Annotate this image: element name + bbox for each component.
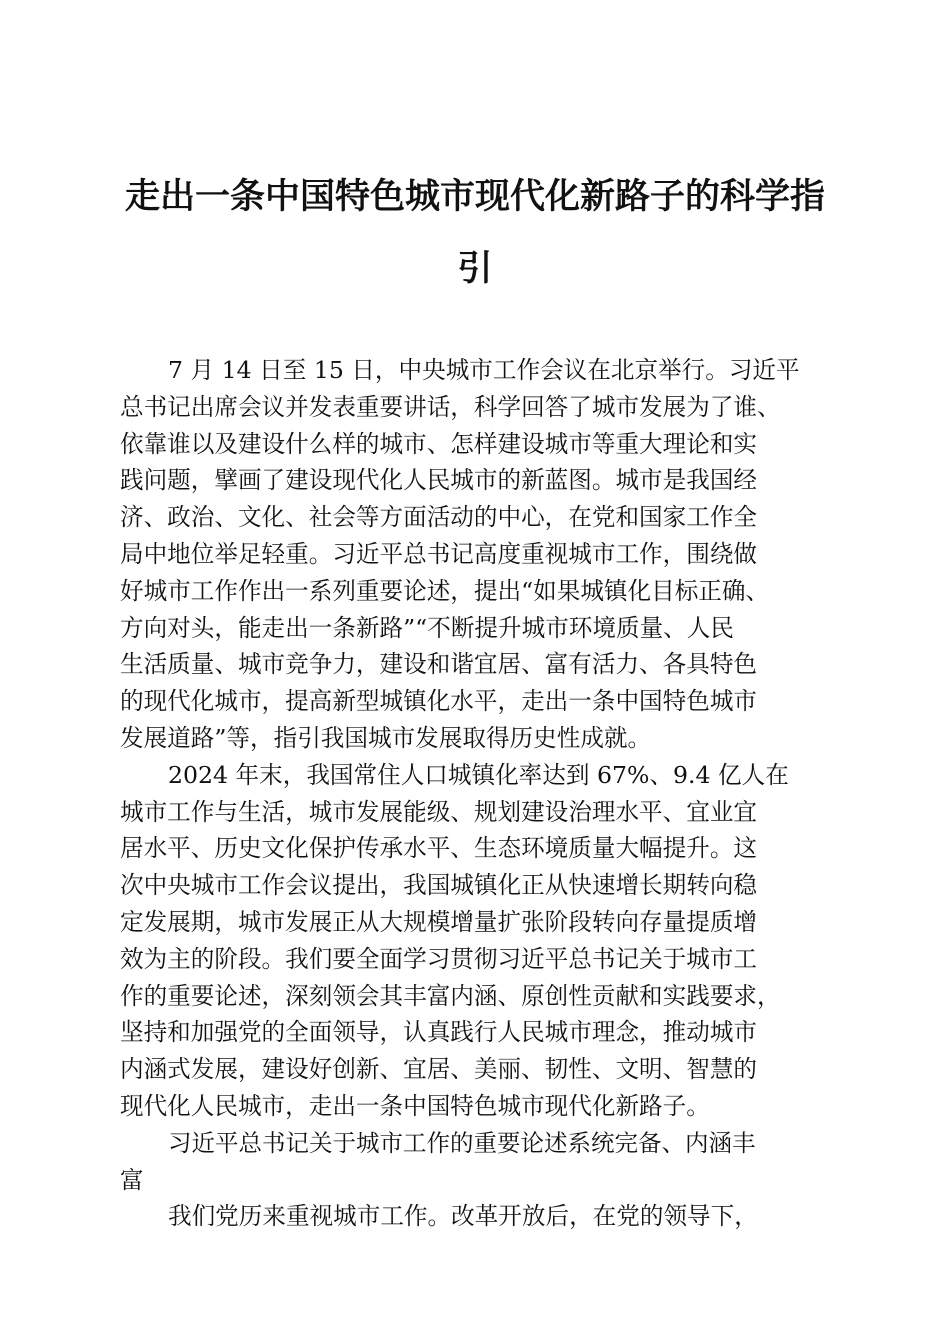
document-title-line-1: 走出一条中国特色城市现代化新路子的科学指 [124,176,825,217]
paragraph-1-line: 7 月 14 日至 15 日，中央城市工作会议在北京举行。习近平 [168,356,800,384]
paragraph-2-line: 现代化人民城市，走出一条中国特色城市现代化新路子。 [120,1091,710,1120]
paragraph-2-line: 定发展期，城市发展正从大规模增量扩张阶段转向存量提质增 [120,907,758,936]
paragraph-1-line: 的现代化城市，提高新型城镇化水平，走出一条中国特色城市 [120,687,758,716]
paragraph-1-line: 方向对头，能走出一条新路”“不断提升城市环境质量、人民 [120,613,734,642]
paragraph-1-line: 总书记出席会议并发表重要讲话，科学回答了城市发展为了谁、 [120,392,781,421]
paragraph-1-line: 生活质量、城市竞争力，建设和谐宜居、富有活力、各具特色 [120,650,758,679]
paragraph-2-line: 2024 年末，我国常住人口城镇化率达到 67%、9.4 亿人在 [168,760,789,789]
paragraph-2-line: 次中央城市工作会议提出，我国城镇化正从快速增长期转向稳 [120,871,758,900]
paragraph-2-line: 城市工作与生活，城市发展能级、规划建设治理水平、宜业宜 [120,797,758,826]
paragraph-2-line: 效为主的阶段。我们要全面学习贯彻习近平总书记关于城市工 [120,944,758,973]
document-body [120,352,832,1235]
paragraph-1-line: 依靠谁以及建设什么样的城市、怎样建设城市等重大理论和实 [120,429,758,458]
paragraph-1-line: 践问题，擘画了建设现代化人民城市的新蓝图。城市是我国经 [120,466,758,495]
paragraph-2-line: 居水平、历史文化保护传承水平、生态环境质量大幅提升。这 [120,834,758,863]
paragraph-2-line: 内涵式发展，建设好创新、宜居、美丽、韧性、文明、智慧的 [120,1055,758,1084]
section-heading-line: 富 [120,1165,144,1194]
paragraph-1-line: 好城市工作作出一系列重要论述，提出“如果城镇化目标正确、 [120,576,770,605]
document-title-line-2: 引 [457,248,493,289]
paragraph-2-line: 坚持和加强党的全面领导，认真践行人民城市理念，推动城市 [120,1018,758,1047]
paragraph-1-line: 局中地位举足轻重。习近平总书记高度重视城市工作，围绕做 [120,539,758,568]
paragraph-3-line: 我们党历来重视城市工作。改革开放后，在党的领导下， [168,1202,758,1231]
paragraph-1-line: 发展道路”等，指引我国城市发展取得历史性成就。 [120,723,652,752]
section-heading-line: 习近平总书记关于城市工作的重要论述系统完备、内涵丰 [168,1128,756,1157]
paragraph-1-line: 济、政治、文化、社会等方面活动的中心，在党和国家工作全 [120,503,758,532]
paragraph-2-line: 作的重要论述，深刻领会其丰富内涵、原创性贡献和实践要求， [120,981,781,1010]
